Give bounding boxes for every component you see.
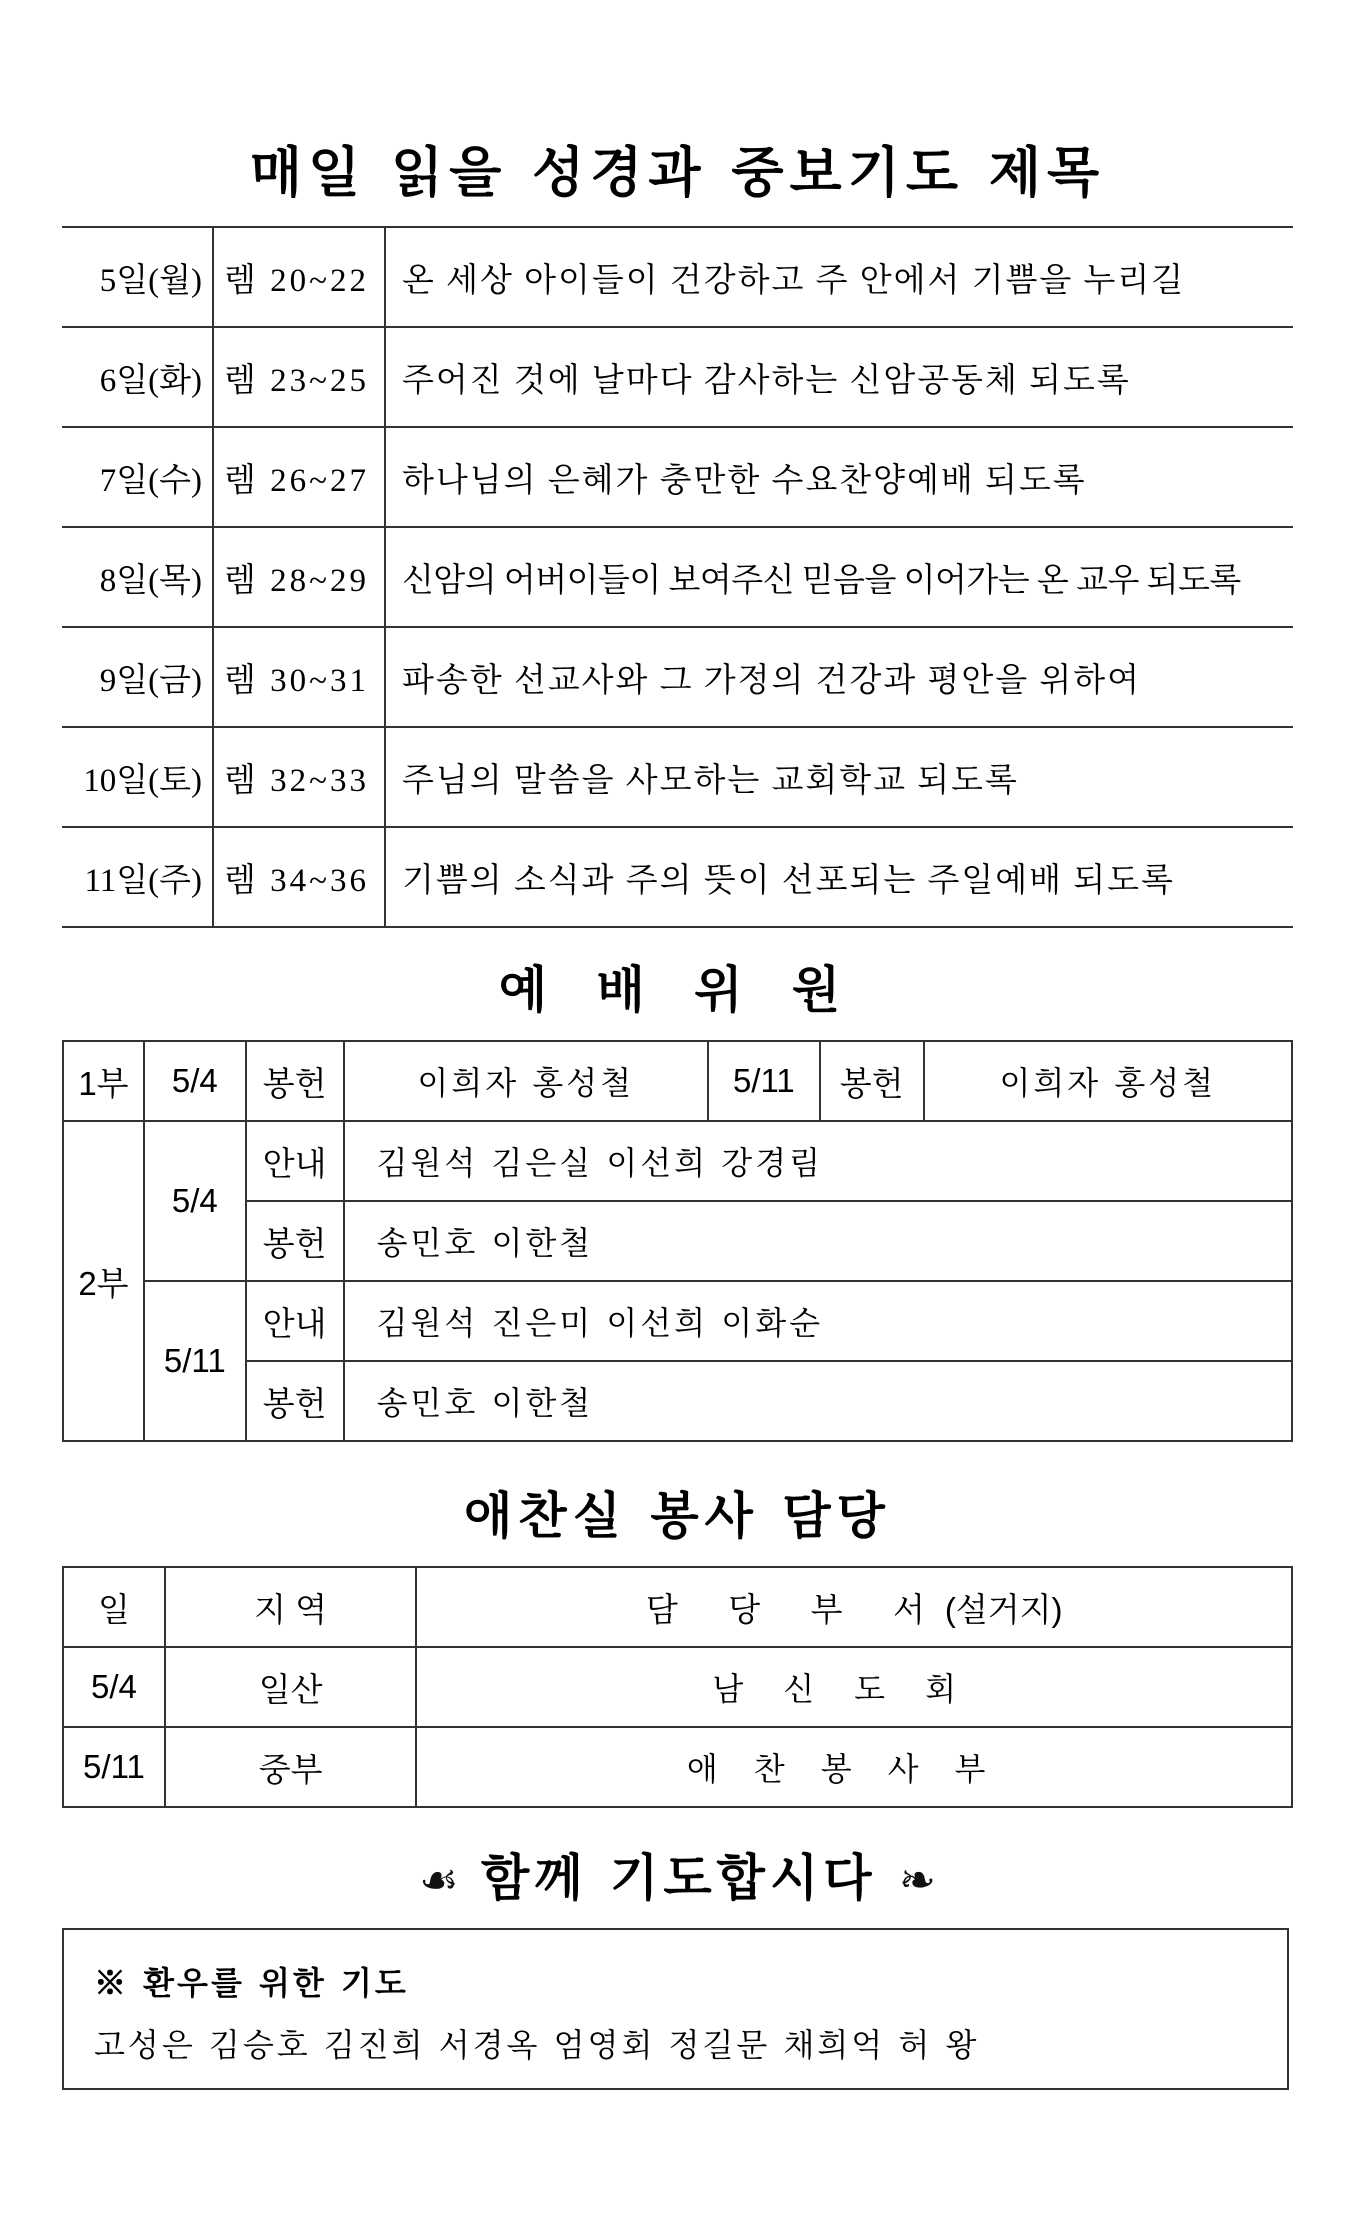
prayer-title-text: 함께 기도합시다 (481, 1849, 877, 1907)
table-row (63, 1041, 1292, 1121)
reading-topic: 온 세상 아이들이 건강하고 주 안에서 기쁨을 누리길 (385, 227, 1293, 327)
role-date: 5/11 (708, 1041, 820, 1121)
reading-ref: 렘 23~25 (213, 327, 385, 427)
table-row (62, 527, 1293, 627)
role-names: 이희자 홍성철 (924, 1041, 1292, 1121)
table-row (63, 1281, 1292, 1361)
reading-day: 10일(토) (62, 727, 213, 827)
service-day: 5/4 (63, 1647, 165, 1727)
reading-ref: 렘 32~33 (213, 727, 385, 827)
table-row (62, 627, 1293, 727)
service-title: 애찬실 봉사 담당 (464, 1487, 891, 1545)
table-row (63, 1201, 1292, 1281)
header-dept-note: (설거지) (944, 1590, 1063, 1628)
reading-day: 11일(주) (62, 827, 213, 927)
service-table (62, 1566, 1293, 1808)
part-label: 2부 (63, 1121, 144, 1441)
role-label: 봉헌 (246, 1361, 344, 1441)
table-row (62, 727, 1293, 827)
service-dept: 애찬봉사부 (416, 1727, 1292, 1807)
header-dept (416, 1567, 1292, 1647)
table-row (62, 227, 1293, 327)
reading-table (62, 226, 1293, 928)
roles-table (62, 1040, 1293, 1442)
table-row (63, 1647, 1292, 1727)
part-label: 1부 (63, 1041, 144, 1121)
role-label: 봉헌 (820, 1041, 924, 1121)
prayer-names: 고성은 김승호 김진희 서경옥 엄영회 정길문 채희억 허 왕 (94, 2026, 980, 2064)
service-day: 5/11 (63, 1727, 165, 1807)
reading-ref: 렘 26~27 (213, 427, 385, 527)
role-date: 5/4 (144, 1121, 246, 1281)
reading-day: 8일(목) (62, 527, 213, 627)
table-row (62, 327, 1293, 427)
reading-topic: 하나님의 은혜가 충만한 수요찬양예배 되도록 (385, 427, 1293, 527)
prayer-heading: ※ 환우를 위한 기도 (94, 1964, 409, 2002)
role-names: 김원석 김은실 이선희 강경림 (344, 1121, 1292, 1201)
table-row (62, 427, 1293, 527)
reading-topic: 주어진 것에 날마다 감사하는 신암공동체 되도록 (385, 327, 1293, 427)
table-row (63, 1361, 1292, 1441)
role-label: 안내 (246, 1281, 344, 1361)
role-names: 이희자 홍성철 (344, 1041, 708, 1121)
ornament-right-icon: ❧ (898, 1855, 936, 1906)
reading-ref: 렘 28~29 (213, 527, 385, 627)
role-label: 봉헌 (246, 1201, 344, 1281)
prayer-box (62, 1928, 1289, 2090)
role-date: 5/11 (144, 1281, 246, 1441)
service-dept: 남신도회 (416, 1647, 1292, 1727)
reading-topic: 파송한 선교사와 그 가정의 건강과 평안을 위하여 (385, 627, 1293, 727)
reading-day: 7일(수) (62, 427, 213, 527)
reading-ref: 렘 20~22 (213, 227, 385, 327)
role-names: 김원석 진은미 이선희 이화순 (344, 1281, 1292, 1361)
header-day: 일 (63, 1567, 165, 1647)
header-dept-label: 담 당 부 서 (645, 1589, 945, 1629)
service-region: 일산 (165, 1647, 416, 1727)
roles-title: 예 배 위 원 (498, 961, 857, 1019)
header-region: 지 역 (165, 1567, 416, 1647)
prayer-title (62, 1838, 1293, 1910)
table-row (63, 1121, 1292, 1201)
reading-topic: 주님의 말씀을 사모하는 교회학교 되도록 (385, 727, 1293, 827)
role-label: 안내 (246, 1121, 344, 1201)
role-names: 송민호 이한철 (344, 1361, 1292, 1441)
table-row (62, 827, 1293, 927)
role-names: 송민호 이한철 (344, 1201, 1292, 1281)
table-row (63, 1727, 1292, 1807)
reading-day: 9일(금) (62, 627, 213, 727)
reading-ref: 렘 34~36 (213, 827, 385, 927)
reading-topic: 기쁨의 소식과 주의 뜻이 선포되는 주일예배 되도록 (385, 827, 1293, 927)
role-date: 5/4 (144, 1041, 246, 1121)
reading-ref: 렘 30~31 (213, 627, 385, 727)
role-label: 봉헌 (246, 1041, 344, 1121)
reading-day: 6일(화) (62, 327, 213, 427)
reading-day: 5일(월) (62, 227, 213, 327)
reading-title: 매일 읽을 성경과 중보기도 제목 (249, 141, 1106, 204)
table-row (63, 1567, 1292, 1647)
reading-topic: 신암의 어버이들이 보여주신 믿음을 이어가는 온 교우 되도록 (385, 527, 1293, 627)
service-region: 중부 (165, 1727, 416, 1807)
ornament-left-icon: ☙ (419, 1855, 459, 1906)
